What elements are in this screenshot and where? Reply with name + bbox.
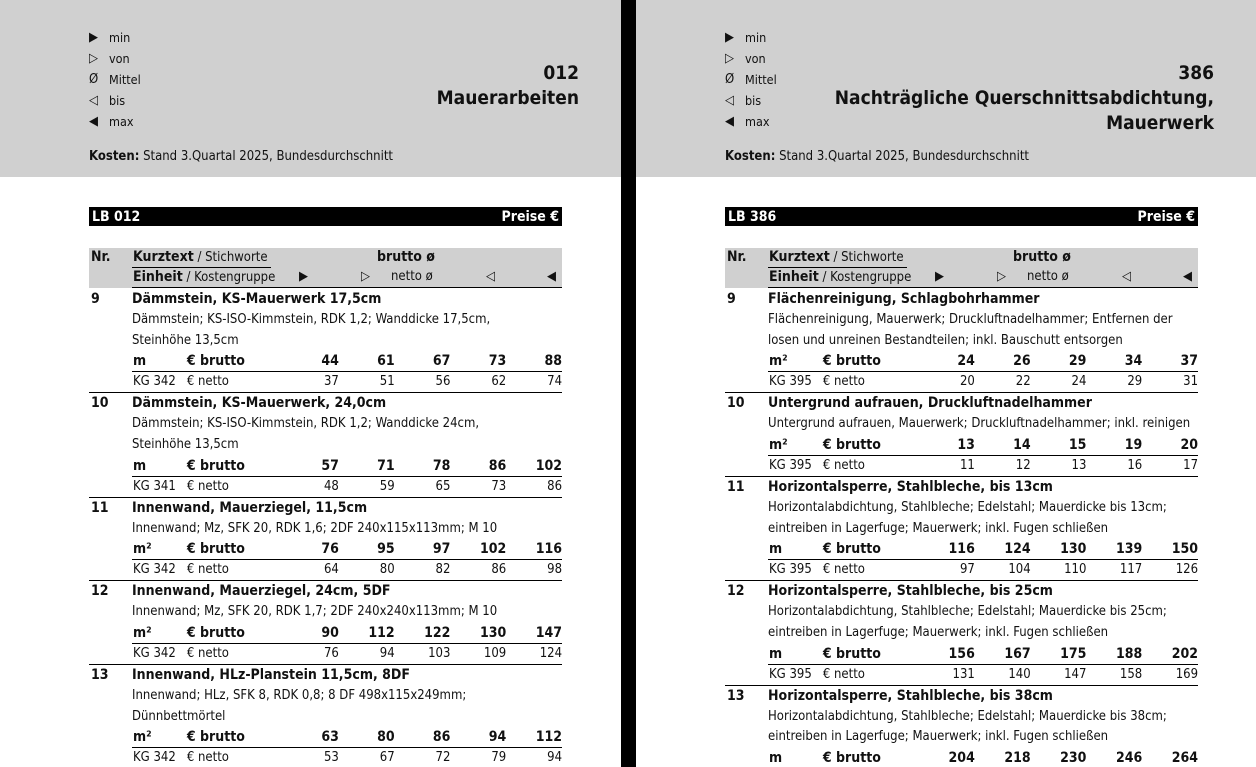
play-filled-icon: ▶ bbox=[725, 30, 734, 45]
brutto-price: 71 bbox=[377, 457, 395, 474]
netto-price: 79 bbox=[491, 750, 507, 766]
header-underline bbox=[132, 267, 271, 268]
lb-number: LB 012 bbox=[92, 208, 141, 225]
chapter-title-line: Mauerarbeiten bbox=[436, 87, 579, 109]
brutto-price: 246 bbox=[1115, 750, 1143, 767]
item-description: eintreiben in Lagerfuge; Mauerwerk; inkl. Fugen schließen bbox=[768, 729, 1109, 745]
brutto-row bbox=[132, 456, 562, 477]
chapter-title bbox=[437, 61, 579, 111]
netto-price: 76 bbox=[323, 645, 339, 661]
item-title-line bbox=[89, 665, 562, 686]
item-title-line bbox=[725, 289, 1198, 310]
page-right bbox=[636, 0, 1256, 767]
cost-basis-text: Stand 3.Quartal 2025, Bundesdurchschnitt bbox=[143, 149, 394, 164]
brutto-price: 67 bbox=[432, 353, 451, 370]
brutto-price: 76 bbox=[321, 541, 339, 558]
netto-price: 110 bbox=[1064, 562, 1087, 578]
header-nr: Nr. bbox=[91, 249, 111, 265]
netto-price: 117 bbox=[1119, 562, 1143, 578]
reverse-outline-icon: ◁ bbox=[725, 93, 734, 108]
table-row bbox=[89, 581, 562, 665]
brutto-price: 37 bbox=[1180, 353, 1199, 370]
netto-label: € netto bbox=[186, 645, 229, 661]
netto-price: 86 bbox=[547, 478, 563, 494]
brutto-price: 112 bbox=[368, 624, 395, 641]
brutto-row bbox=[132, 539, 562, 560]
netto-row bbox=[768, 560, 1198, 580]
brutto-price: 29 bbox=[1068, 353, 1087, 370]
netto-price: 74 bbox=[547, 374, 563, 390]
chapter-number: 012 bbox=[543, 62, 579, 84]
brutto-label: € brutto bbox=[186, 457, 245, 474]
item-number: 12 bbox=[727, 583, 745, 600]
brutto-price: 95 bbox=[377, 541, 395, 558]
brutto-row bbox=[132, 351, 562, 372]
item-cost-group: KG 395 bbox=[769, 666, 812, 682]
item-desc-line bbox=[89, 331, 562, 352]
item-description: Innenwand; Mz, SFK 20, RDK 1,6; 2DF 240x115x113mm; M 10 bbox=[132, 520, 498, 536]
netto-label: € netto bbox=[822, 562, 865, 578]
netto-price: 103 bbox=[428, 645, 451, 661]
brutto-price: 130 bbox=[479, 624, 507, 641]
cost-basis-text: Stand 3.Quartal 2025, Bundesdurchschnitt bbox=[779, 149, 1030, 164]
item-number: 12 bbox=[91, 583, 109, 600]
netto-price: 80 bbox=[379, 562, 395, 578]
brutto-price: 15 bbox=[1068, 436, 1087, 453]
item-unit: m bbox=[769, 541, 783, 558]
min-icon: ▶ bbox=[935, 269, 944, 284]
item-cost-group: KG 342 bbox=[133, 562, 176, 578]
cost-basis-label: Kosten: bbox=[89, 149, 140, 164]
item-title-line bbox=[725, 477, 1198, 498]
netto-price: 158 bbox=[1119, 666, 1143, 682]
brutto-price: 264 bbox=[1171, 750, 1199, 767]
netto-price: 22 bbox=[1015, 374, 1031, 390]
item-title-line bbox=[89, 498, 562, 519]
item-list bbox=[89, 289, 562, 767]
item-desc-line bbox=[725, 498, 1198, 519]
legend-label: Mittel bbox=[109, 72, 141, 87]
netto-price: 53 bbox=[323, 750, 339, 766]
brutto-price: 13 bbox=[957, 436, 975, 453]
item-cost-group: KG 395 bbox=[769, 374, 812, 390]
brutto-price: 116 bbox=[948, 541, 975, 558]
header-netto: netto ø bbox=[391, 269, 433, 284]
brutto-price: 102 bbox=[479, 541, 507, 558]
brutto-price: 167 bbox=[1004, 645, 1031, 662]
max-icon: ◀ bbox=[1183, 269, 1192, 284]
netto-row bbox=[768, 372, 1198, 392]
cost-basis bbox=[89, 149, 393, 164]
brutto-price: 88 bbox=[544, 353, 563, 370]
page-header bbox=[0, 0, 621, 177]
legend-label: min bbox=[109, 30, 131, 45]
brutto-price: 86 bbox=[488, 457, 507, 474]
item-description: Horizontalabdichtung, Stahlbleche; Edelstahl; Mauerdicke bis 25cm; bbox=[768, 604, 1167, 620]
chapter-number: 386 bbox=[1178, 62, 1214, 84]
legend-label: max bbox=[109, 114, 134, 129]
netto-label: € netto bbox=[186, 562, 229, 578]
item-desc-line bbox=[89, 414, 562, 435]
netto-price: 67 bbox=[379, 750, 395, 766]
brutto-label: € brutto bbox=[822, 353, 881, 370]
chapter-title-line: Mauerwerk bbox=[1106, 112, 1214, 134]
page-divider bbox=[621, 0, 636, 767]
brutto-price: 94 bbox=[488, 729, 507, 746]
netto-label: € netto bbox=[186, 374, 229, 390]
item-description: Innenwand; Mz, SFK 20, RDK 1,7; 2DF 240x240x113mm; M 10 bbox=[132, 604, 498, 620]
von-icon: ▷ bbox=[997, 269, 1006, 284]
item-unit: m bbox=[133, 353, 147, 370]
netto-label: € netto bbox=[186, 478, 229, 494]
brutto-price: 63 bbox=[321, 729, 339, 746]
play-outline-icon: ▷ bbox=[89, 51, 98, 66]
item-desc-line bbox=[89, 602, 562, 623]
table-row bbox=[89, 498, 562, 582]
brutto-price: 26 bbox=[1013, 353, 1031, 370]
chapter-title-line: Nachträgliche Querschnittsabdichtung, bbox=[834, 87, 1214, 109]
play-filled-icon: ▶ bbox=[89, 30, 98, 45]
brutto-label: € brutto bbox=[186, 729, 245, 746]
header-kurztext: Kurztext / Stichworte bbox=[133, 249, 268, 265]
item-number: 11 bbox=[91, 499, 109, 516]
von-icon: ▷ bbox=[361, 269, 370, 284]
item-list bbox=[725, 289, 1198, 767]
netto-price: 37 bbox=[323, 374, 339, 390]
item-title: Untergrund aufrauen, Druckluftnadelhammer bbox=[768, 395, 1092, 412]
table-row bbox=[725, 289, 1198, 393]
brutto-price: 122 bbox=[424, 624, 451, 641]
max-icon: ◀ bbox=[547, 269, 556, 284]
bis-icon: ◁ bbox=[486, 269, 495, 284]
item-description: Horizontalabdichtung, Stahlbleche; Edelstahl; Mauerdicke bis 13cm; bbox=[768, 499, 1167, 515]
bis-icon: ◁ bbox=[1122, 269, 1131, 284]
item-title: Flächenreinigung, Schlagbohrhammer bbox=[768, 291, 1040, 307]
brutto-price: 147 bbox=[535, 624, 563, 641]
netto-price: 12 bbox=[1015, 457, 1031, 473]
item-number: 13 bbox=[91, 666, 109, 683]
item-desc-line bbox=[725, 707, 1198, 728]
netto-price: 59 bbox=[379, 478, 395, 494]
item-title: Innenwand, HLz-Planstein 11,5cm, 8DF bbox=[132, 666, 410, 683]
netto-row bbox=[132, 477, 562, 497]
netto-price: 104 bbox=[1008, 562, 1031, 578]
min-icon: ▶ bbox=[299, 269, 308, 284]
brutto-price: 86 bbox=[432, 729, 451, 746]
cost-basis-label: Kosten: bbox=[725, 149, 776, 164]
brutto-price: 230 bbox=[1060, 750, 1087, 767]
item-number: 10 bbox=[727, 395, 745, 412]
item-title: Dämmstein, KS-Mauerwerk 17,5cm bbox=[132, 291, 382, 307]
netto-price: 56 bbox=[435, 374, 451, 390]
brutto-price: 19 bbox=[1124, 436, 1143, 453]
legend-label: bis bbox=[745, 93, 762, 108]
table-row bbox=[89, 289, 562, 393]
item-number: 13 bbox=[727, 687, 745, 704]
item-description: Horizontalabdichtung, Stahlbleche; Edelstahl; Mauerdicke bis 38cm; bbox=[768, 708, 1167, 724]
brutto-row bbox=[768, 351, 1198, 372]
brutto-label: € brutto bbox=[186, 541, 245, 558]
item-desc-line bbox=[725, 602, 1198, 623]
cost-basis bbox=[725, 149, 1029, 164]
item-title-line bbox=[89, 289, 562, 310]
item-unit: m bbox=[769, 645, 783, 662]
item-desc-line bbox=[725, 331, 1198, 352]
brutto-price: 202 bbox=[1171, 645, 1199, 662]
table-row bbox=[89, 393, 562, 497]
reverse-outline-icon: ◁ bbox=[89, 93, 98, 108]
brutto-price: 78 bbox=[432, 457, 451, 474]
brutto-price: 188 bbox=[1115, 645, 1143, 662]
item-unit: m bbox=[769, 750, 783, 767]
brutto-price: 116 bbox=[535, 541, 563, 558]
item-title-line bbox=[725, 393, 1198, 414]
item-unit: m² bbox=[133, 729, 152, 746]
brutto-label: € brutto bbox=[822, 436, 881, 453]
diameter-icon: Ø bbox=[89, 72, 99, 87]
item-desc-line bbox=[725, 519, 1198, 540]
brutto-price: 90 bbox=[321, 624, 339, 641]
item-desc-line bbox=[89, 519, 562, 540]
price-legend bbox=[89, 27, 141, 132]
brutto-price: 175 bbox=[1060, 645, 1087, 662]
item-cost-group: KG 395 bbox=[769, 562, 812, 578]
brutto-price: 97 bbox=[432, 541, 451, 558]
brutto-label: € brutto bbox=[186, 353, 245, 370]
item-unit: m² bbox=[133, 541, 152, 558]
netto-price: 24 bbox=[1071, 374, 1087, 390]
prices-label: Preise € bbox=[1137, 208, 1195, 225]
item-title: Horizontalsperre, Stahlbleche, bis 38cm bbox=[768, 687, 1053, 704]
netto-price: 48 bbox=[323, 478, 339, 494]
netto-row bbox=[132, 748, 562, 767]
brutto-price: 61 bbox=[377, 353, 395, 370]
play-outline-icon: ▷ bbox=[725, 51, 734, 66]
item-title: Innenwand, Mauerziegel, 24cm, 5DF bbox=[132, 583, 391, 600]
brutto-label: € brutto bbox=[822, 750, 881, 767]
item-title: Horizontalsperre, Stahlbleche, bis 13cm bbox=[768, 478, 1053, 495]
table-row bbox=[725, 477, 1198, 581]
netto-price: 169 bbox=[1175, 666, 1199, 682]
item-number: 11 bbox=[727, 478, 745, 495]
brutto-row bbox=[768, 435, 1198, 456]
item-unit: m² bbox=[769, 353, 788, 370]
brutto-price: 34 bbox=[1124, 353, 1143, 370]
legend-label: min bbox=[745, 30, 767, 45]
netto-label: € netto bbox=[822, 457, 865, 473]
item-number: 10 bbox=[91, 395, 109, 412]
header-einheit: Einheit / Kostengruppe bbox=[133, 269, 276, 285]
item-description: Steinhöhe 13,5cm bbox=[132, 436, 239, 452]
netto-row bbox=[132, 560, 562, 580]
item-description: losen und unreinen Bestandteilen; inkl. Bauschutt entsorgen bbox=[768, 332, 1123, 348]
legend-label: von bbox=[745, 51, 766, 66]
item-unit: m bbox=[133, 457, 147, 474]
netto-row bbox=[768, 665, 1198, 685]
page-header bbox=[636, 0, 1256, 177]
netto-price: 29 bbox=[1127, 374, 1143, 390]
header-underline bbox=[768, 287, 1198, 288]
netto-label: € netto bbox=[822, 666, 865, 682]
item-description: Steinhöhe 13,5cm bbox=[132, 332, 239, 348]
brutto-price: 24 bbox=[957, 353, 975, 370]
header-brutto: brutto ø bbox=[1013, 249, 1071, 265]
reverse-filled-icon: ◀ bbox=[725, 114, 734, 129]
item-description: Dünnbettmörtel bbox=[132, 708, 226, 724]
legend-label: bis bbox=[109, 93, 126, 108]
netto-price: 94 bbox=[547, 750, 563, 766]
header-netto: netto ø bbox=[1027, 269, 1069, 284]
netto-price: 94 bbox=[379, 645, 395, 661]
item-desc-line bbox=[725, 623, 1198, 644]
item-title: Dämmstein, KS-Mauerwerk, 24,0cm bbox=[132, 395, 387, 412]
netto-price: 65 bbox=[435, 478, 451, 494]
netto-price: 17 bbox=[1183, 457, 1199, 473]
legend-label: max bbox=[745, 114, 770, 129]
brutto-price: 156 bbox=[948, 645, 975, 662]
netto-price: 13 bbox=[1071, 457, 1087, 473]
brutto-price: 112 bbox=[535, 729, 563, 746]
netto-price: 16 bbox=[1127, 457, 1143, 473]
netto-price: 109 bbox=[483, 645, 507, 661]
brutto-price: 73 bbox=[488, 353, 507, 370]
brutto-label: € brutto bbox=[822, 645, 881, 662]
table-row bbox=[725, 393, 1198, 477]
prices-label: Preise € bbox=[501, 208, 559, 225]
table-row bbox=[89, 665, 562, 767]
netto-price: 147 bbox=[1064, 666, 1087, 682]
item-cost-group: KG 342 bbox=[133, 645, 176, 661]
netto-price: 51 bbox=[379, 374, 395, 390]
table-header bbox=[89, 248, 562, 288]
netto-price: 97 bbox=[959, 562, 975, 578]
lb-number: LB 386 bbox=[728, 208, 777, 225]
brutto-price: 14 bbox=[1013, 436, 1031, 453]
item-description: Dämmstein; KS-ISO-Kimmstein, RDK 1,2; Wanddicke 17,5cm, bbox=[132, 311, 491, 327]
brutto-row bbox=[768, 539, 1198, 560]
item-unit: m² bbox=[769, 436, 788, 453]
brutto-price: 102 bbox=[535, 457, 563, 474]
item-cost-group: KG 341 bbox=[133, 478, 176, 494]
netto-price: 11 bbox=[959, 457, 975, 473]
item-title-line bbox=[89, 581, 562, 602]
brutto-price: 218 bbox=[1004, 750, 1031, 767]
legend-label: Mittel bbox=[745, 72, 777, 87]
brutto-label: € brutto bbox=[186, 624, 245, 641]
lb-bar bbox=[725, 207, 1198, 226]
item-description: Dämmstein; KS-ISO-Kimmstein, RDK 1,2; Wanddicke 24cm, bbox=[132, 416, 480, 432]
item-cost-group: KG 342 bbox=[133, 750, 176, 766]
netto-price: 73 bbox=[491, 478, 507, 494]
header-nr: Nr. bbox=[727, 249, 747, 265]
item-description: Untergrund aufrauen, Mauerwerk; Druckluftnadelhammer; inkl. reinigen bbox=[768, 416, 1191, 432]
brutto-price: 130 bbox=[1060, 541, 1087, 558]
header-brutto: brutto ø bbox=[377, 249, 435, 265]
item-desc-line bbox=[89, 310, 562, 331]
item-description: Flächenreinigung, Mauerwerk; Druckluftnadelhammer; Entfernen der bbox=[768, 311, 1173, 327]
brutto-price: 80 bbox=[377, 729, 395, 746]
item-unit: m² bbox=[133, 624, 152, 641]
netto-price: 86 bbox=[491, 562, 507, 578]
brutto-price: 20 bbox=[1180, 436, 1199, 453]
brutto-price: 124 bbox=[1004, 541, 1031, 558]
price-legend bbox=[725, 27, 777, 132]
brutto-price: 204 bbox=[948, 750, 975, 767]
netto-price: 72 bbox=[435, 750, 451, 766]
item-title-line bbox=[89, 393, 562, 414]
netto-price: 140 bbox=[1008, 666, 1031, 682]
item-title-line bbox=[725, 686, 1198, 707]
header-einheit: Einheit / Kostengruppe bbox=[769, 269, 912, 285]
item-cost-group: KG 395 bbox=[769, 457, 812, 473]
item-number: 9 bbox=[91, 291, 100, 307]
lb-bar bbox=[89, 207, 562, 226]
netto-price: 31 bbox=[1183, 374, 1199, 390]
item-desc-line bbox=[725, 310, 1198, 331]
table-row bbox=[725, 581, 1198, 685]
item-description: eintreiben in Lagerfuge; Mauerwerk; inkl. Fugen schließen bbox=[768, 624, 1109, 640]
netto-row bbox=[132, 372, 562, 392]
netto-label: € netto bbox=[186, 750, 229, 766]
brutto-price: 44 bbox=[321, 353, 339, 370]
netto-label: € netto bbox=[822, 374, 865, 390]
brutto-price: 150 bbox=[1171, 541, 1199, 558]
header-underline bbox=[768, 267, 907, 268]
netto-row bbox=[132, 644, 562, 664]
brutto-price: 57 bbox=[321, 457, 339, 474]
brutto-price: 139 bbox=[1115, 541, 1143, 558]
item-title: Horizontalsperre, Stahlbleche, bis 25cm bbox=[768, 583, 1053, 600]
brutto-row bbox=[768, 748, 1198, 767]
netto-price: 62 bbox=[491, 374, 507, 390]
item-number: 9 bbox=[727, 291, 736, 307]
netto-price: 20 bbox=[959, 374, 975, 390]
item-description: eintreiben in Lagerfuge; Mauerwerk; inkl. Fugen schließen bbox=[768, 520, 1109, 536]
netto-price: 82 bbox=[435, 562, 451, 578]
table-row bbox=[725, 686, 1198, 767]
chapter-title bbox=[835, 61, 1214, 136]
brutto-label: € brutto bbox=[822, 541, 881, 558]
item-desc-line bbox=[725, 727, 1198, 748]
netto-price: 131 bbox=[952, 666, 975, 682]
item-desc-line bbox=[89, 435, 562, 456]
netto-price: 126 bbox=[1175, 562, 1199, 578]
item-description: Innenwand; HLz, SFK 8, RDK 0,8; 8 DF 498x115x249mm; bbox=[132, 687, 467, 703]
diameter-icon: Ø bbox=[725, 72, 735, 87]
brutto-row bbox=[132, 727, 562, 748]
brutto-row bbox=[132, 623, 562, 644]
netto-price: 124 bbox=[539, 645, 563, 661]
header-underline bbox=[132, 287, 562, 288]
reverse-filled-icon: ◀ bbox=[89, 114, 98, 129]
page-left bbox=[0, 0, 621, 767]
item-desc-line bbox=[725, 414, 1198, 435]
brutto-row bbox=[768, 644, 1198, 665]
table-header bbox=[725, 248, 1198, 288]
netto-price: 64 bbox=[323, 562, 339, 578]
netto-row bbox=[768, 456, 1198, 476]
item-cost-group: KG 342 bbox=[133, 374, 176, 390]
netto-price: 98 bbox=[547, 562, 563, 578]
item-title: Innenwand, Mauerziegel, 11,5cm bbox=[132, 499, 368, 516]
item-desc-line bbox=[89, 707, 562, 728]
item-title-line bbox=[725, 581, 1198, 602]
legend-label: von bbox=[109, 51, 130, 66]
header-kurztext: Kurztext / Stichworte bbox=[769, 249, 904, 265]
item-desc-line bbox=[89, 686, 562, 707]
